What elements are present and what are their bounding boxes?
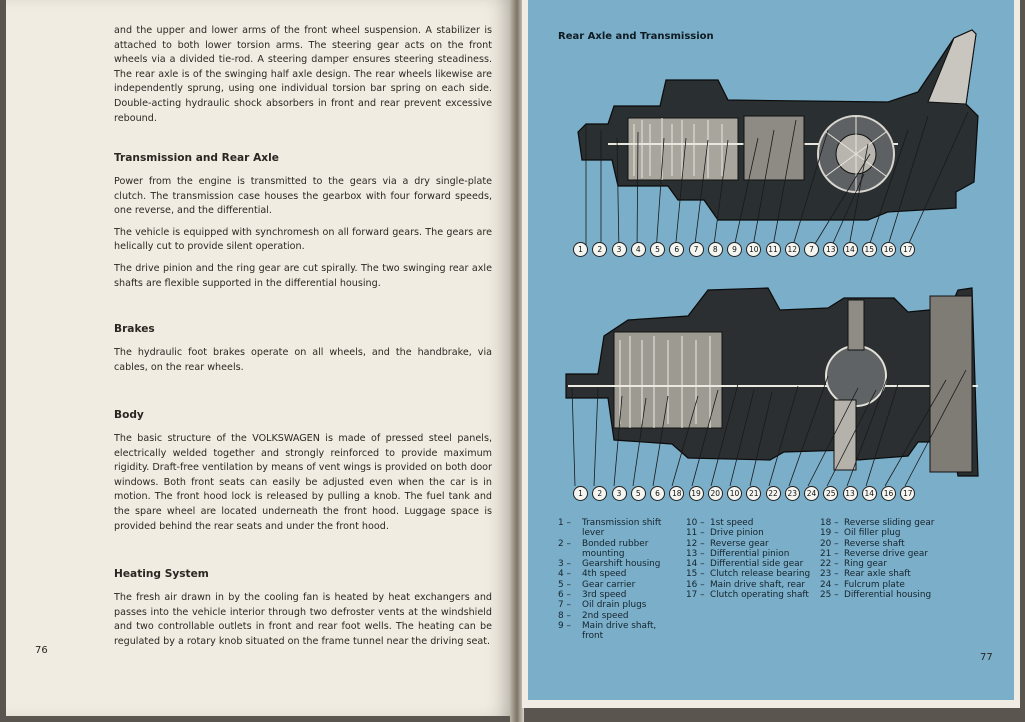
legend-number: 17 – <box>686 590 705 601</box>
legend-item <box>686 590 812 600</box>
callout-marker: 19 <box>689 486 704 501</box>
legend-item <box>820 518 942 528</box>
callout-marker: 2 <box>592 242 607 257</box>
left-page <box>6 0 514 716</box>
callout-marker: 3 <box>612 486 627 501</box>
legend-item <box>558 580 674 590</box>
legend-item <box>558 559 674 569</box>
legend-number: 11 – <box>686 528 705 539</box>
legend-number: 10 – <box>686 518 705 528</box>
callout-marker: 1 <box>573 242 588 257</box>
legend-text: Gear carrier <box>582 579 636 590</box>
paragraph: Power from the engine is transmitted to the gears via a dry single-plate clutch. The transmission case houses the gearbox with four forward speeds, one reverse, and the differential. <box>114 176 492 217</box>
callout-marker: 15 <box>862 242 877 257</box>
legend-item <box>820 580 942 590</box>
paragraph: The vehicle is equipped with synchromesh on all forward gears. The gears are helically cut to provide silent operation. <box>114 226 492 253</box>
right-page <box>522 0 1020 708</box>
legend-text: Oil filler plug <box>844 528 901 539</box>
legend-number: 23 – <box>820 569 839 580</box>
legend-text: 2nd speed <box>582 610 629 621</box>
page-number-left: 76 <box>35 645 48 656</box>
legend-text: Bonded rubber mounting <box>582 538 649 559</box>
paragraph: The drive pinion and the ring gear are cut spirally. The two swinging rear axle shafts are flexible supported in the differential housing. <box>114 262 492 289</box>
legend-number: 7 – <box>558 600 571 611</box>
legend-number: 3 – <box>558 559 571 570</box>
legend-number: 14 – <box>686 559 705 570</box>
paragraph: The basic structure of the VOLKSWAGEN is made of pressed steel panels, electrically welded together and strongly reinforced to provide maximum rigidity. Draft-free ventilation by means of vent wings is provided on both door windows. Both front seats can easily be adjusted even when the car is in motion. The front hood lock is released by pulling a knob. The fuel tank and the spare wheel are located underneath the front hood. Luggage space is provided behind the rear seats and under the front hood. <box>114 433 492 532</box>
callout-marker: 17 <box>900 242 915 257</box>
legend-item <box>686 549 812 559</box>
callout-marker: 23 <box>785 486 800 501</box>
legend-text: Reverse gear <box>710 538 769 549</box>
legend-text: Ring gear <box>844 559 887 570</box>
legend-text: Gearshift housing <box>582 559 661 570</box>
callout-marker: 22 <box>766 486 781 501</box>
legend-text: Main drive shaft, front <box>582 620 657 642</box>
legend-item <box>820 559 942 569</box>
section-heading-body: Body <box>114 409 144 421</box>
legend-text: Reverse sliding gear <box>844 518 935 528</box>
callout-marker: 7 <box>804 242 819 257</box>
legend-column-3 <box>820 518 942 600</box>
legend-text: 3rd speed <box>582 590 627 601</box>
legend-text: Rear axle shaft <box>844 569 911 580</box>
legend-item <box>558 590 674 600</box>
callout-marker: 24 <box>804 486 819 501</box>
callout-marker: 21 <box>746 486 761 501</box>
callout-marker: 11 <box>766 242 781 257</box>
paragraph: The hydraulic foot brakes operate on all wheels, and the handbrake, via cables, on the rear wheels. <box>114 347 492 373</box>
legend-number: 6 – <box>558 590 571 601</box>
legend-item <box>558 600 674 610</box>
section-heading-brakes: Brakes <box>114 323 155 335</box>
callout-marker: 12 <box>785 242 800 257</box>
legend-item <box>820 528 942 538</box>
page-number-right: 77 <box>980 652 993 663</box>
legend-number: 20 – <box>820 538 839 549</box>
legend-number: 5 – <box>558 579 571 590</box>
legend-number: 21 – <box>820 548 839 559</box>
legend-item <box>820 539 942 549</box>
callout-marker: 5 <box>631 486 646 501</box>
transmission-side-cutaway <box>568 20 1008 260</box>
callout-marker: 9 <box>727 242 742 257</box>
legend-text: Fulcrum plate <box>844 579 905 590</box>
legend-item <box>820 569 942 579</box>
legend-column-2 <box>686 518 812 600</box>
legend-item <box>686 580 812 590</box>
legend-number: 4 – <box>558 569 571 580</box>
legend-column-1 <box>558 518 674 642</box>
legend-number: 12 – <box>686 538 705 549</box>
callout-marker: 1 <box>573 486 588 501</box>
legend-item <box>820 590 942 600</box>
legend-number: 16 – <box>686 579 705 590</box>
legend-item <box>558 569 674 579</box>
legend-item <box>558 518 674 539</box>
legend-number: 24 – <box>820 579 839 590</box>
callout-marker: 6 <box>650 486 665 501</box>
callout-marker: 13 <box>843 486 858 501</box>
legend-text: 4th speed <box>582 569 627 580</box>
legend-text: Clutch operating shaft <box>710 590 809 601</box>
section-heading-heating: Heating System <box>114 568 209 580</box>
legend-item <box>686 569 812 579</box>
legend-number: 2 – <box>558 538 571 549</box>
legend-text: Oil drain plugs <box>582 600 647 611</box>
callout-marker: 4 <box>631 242 646 257</box>
callout-marker: 5 <box>650 242 665 257</box>
callout-marker: 18 <box>669 486 684 501</box>
legend-number: 9 – <box>558 620 571 631</box>
legend-text: Reverse drive gear <box>844 548 928 559</box>
callout-marker: 10 <box>727 486 742 501</box>
legend-item <box>686 539 812 549</box>
legend-number: 25 – <box>820 590 839 601</box>
callout-marker: 8 <box>708 242 723 257</box>
callout-marker: 3 <box>612 242 627 257</box>
section-heading-transmission: Transmission and Rear Axle <box>114 152 279 164</box>
section-body-transmission <box>114 175 492 291</box>
legend-text: Reverse shaft <box>844 538 905 549</box>
blue-panel <box>528 0 1014 700</box>
legend-number: 13 – <box>686 548 705 559</box>
legend-item <box>558 621 674 642</box>
callout-marker: 16 <box>881 242 896 257</box>
legend-item <box>686 559 812 569</box>
transmission-top-cutaway <box>558 280 988 495</box>
callout-marker: 13 <box>823 242 838 257</box>
legend-text: Drive pinion <box>710 528 764 539</box>
callout-marker: 16 <box>881 486 896 501</box>
callout-marker: 6 <box>669 242 684 257</box>
legend-text: Differential housing <box>844 590 932 601</box>
diagram-title: Rear Axle and Transmission <box>558 31 714 42</box>
callout-marker: 25 <box>823 486 838 501</box>
callout-marker: 2 <box>592 486 607 501</box>
legend-number: 15 – <box>686 569 705 580</box>
legend-item <box>686 528 812 538</box>
legend-text: Clutch release bearing <box>710 569 811 580</box>
legend-number: 22 – <box>820 559 839 570</box>
legend-item <box>820 549 942 559</box>
section-body-body <box>114 432 492 534</box>
section-body-brakes <box>114 346 492 375</box>
legend-text: Differential pinion <box>710 548 790 559</box>
section-body-heating <box>114 591 492 649</box>
callout-marker: 10 <box>746 242 761 257</box>
legend-number: 1 – <box>558 518 571 528</box>
legend-text: 1st speed <box>710 518 754 528</box>
legend-item <box>558 611 674 621</box>
callout-marker: 7 <box>689 242 704 257</box>
legend-number: 19 – <box>820 528 839 539</box>
legend-item <box>686 518 812 528</box>
legend-text: Main drive shaft, rear <box>710 579 806 590</box>
callout-marker: 17 <box>900 486 915 501</box>
paragraph: The fresh air drawn in by the cooling fan is heated by heat exchangers and passes into the vehicle interior through two defroster vents at the windshield and two controllable outlets in front and rear foot wells. The heating can be regulated by a rotary knob situated on the frame tunnel near the driving seat. <box>114 592 492 647</box>
intro-paragraph: and the upper and lower arms of the front wheel suspension. A stabilizer is attached to both lower torsion arms. The steering gear acts on the front wheels via a divided tie-rod. A steering damper ensures steering steadiness. The rear axle is of the swinging half axle design. The rear wheels likewise are independently sprung, using one individual torsion bar spring on each side. Double-acting hydraulic shock absorbers in front and rear prevent excessive rebound. <box>114 25 492 124</box>
legend-text: Transmission shift lever <box>582 518 662 539</box>
legend-number: 8 – <box>558 610 571 621</box>
callout-marker: 14 <box>862 486 877 501</box>
callout-marker: 20 <box>708 486 723 501</box>
legend-item <box>558 539 674 560</box>
legend-text: Differential side gear <box>710 559 804 570</box>
legend-number: 18 – <box>820 518 839 528</box>
callout-marker: 14 <box>843 242 858 257</box>
